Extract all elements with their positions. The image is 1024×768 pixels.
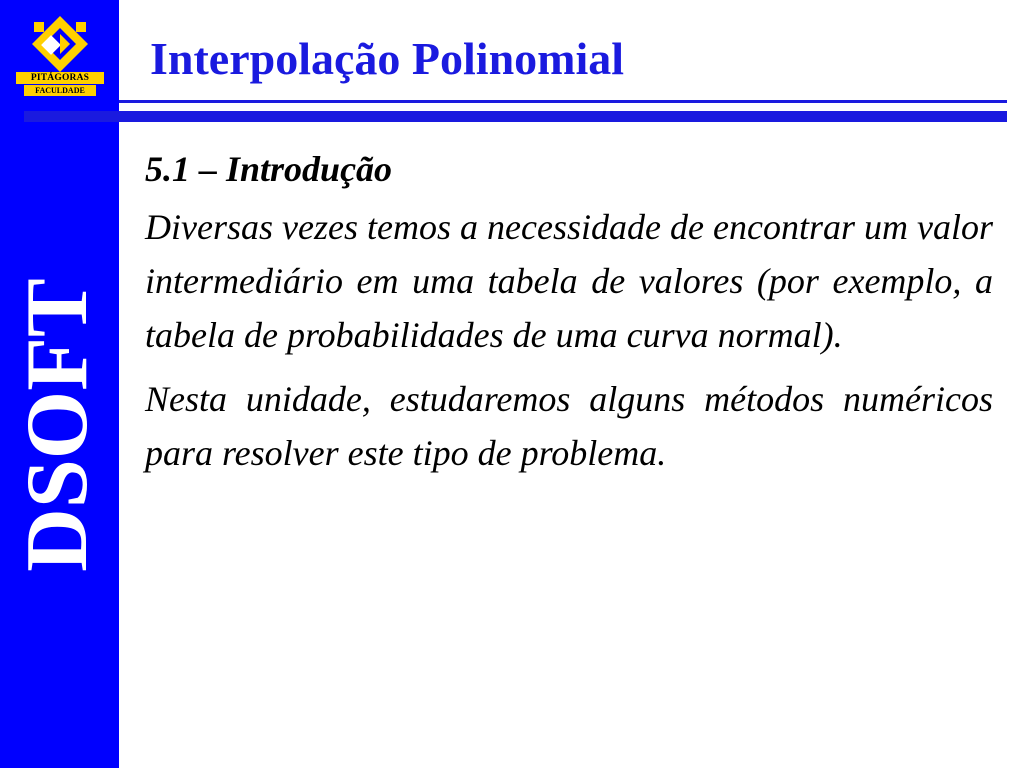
slide-content bbox=[145, 148, 993, 490]
title-divider-thin bbox=[119, 100, 1007, 103]
section-heading: 5.1 – Introdução bbox=[145, 149, 393, 189]
dsoft-vertical-label: DSOFT bbox=[9, 278, 106, 572]
logo-text-faculdade: FACULDADE bbox=[24, 85, 96, 96]
paragraph-intro: Diversas vezes temos a necessidade de encontrar um valor intermediário em uma tabela de valores (por exemplo, a tabela de probabilidades de uma curva normal). bbox=[145, 207, 993, 355]
logo-text-pitagoras: PITÁGORAS bbox=[16, 72, 104, 84]
slide-title: Interpolação Polinomial bbox=[150, 33, 625, 84]
pitagoras-logo bbox=[16, 14, 104, 100]
paragraph-unit-scope: Nesta unidade, estudaremos alguns métodos numéricos para resolver este tipo de problema. bbox=[145, 379, 993, 473]
logo-emblem-icon bbox=[16, 14, 104, 74]
title-divider-thick bbox=[24, 111, 1007, 122]
